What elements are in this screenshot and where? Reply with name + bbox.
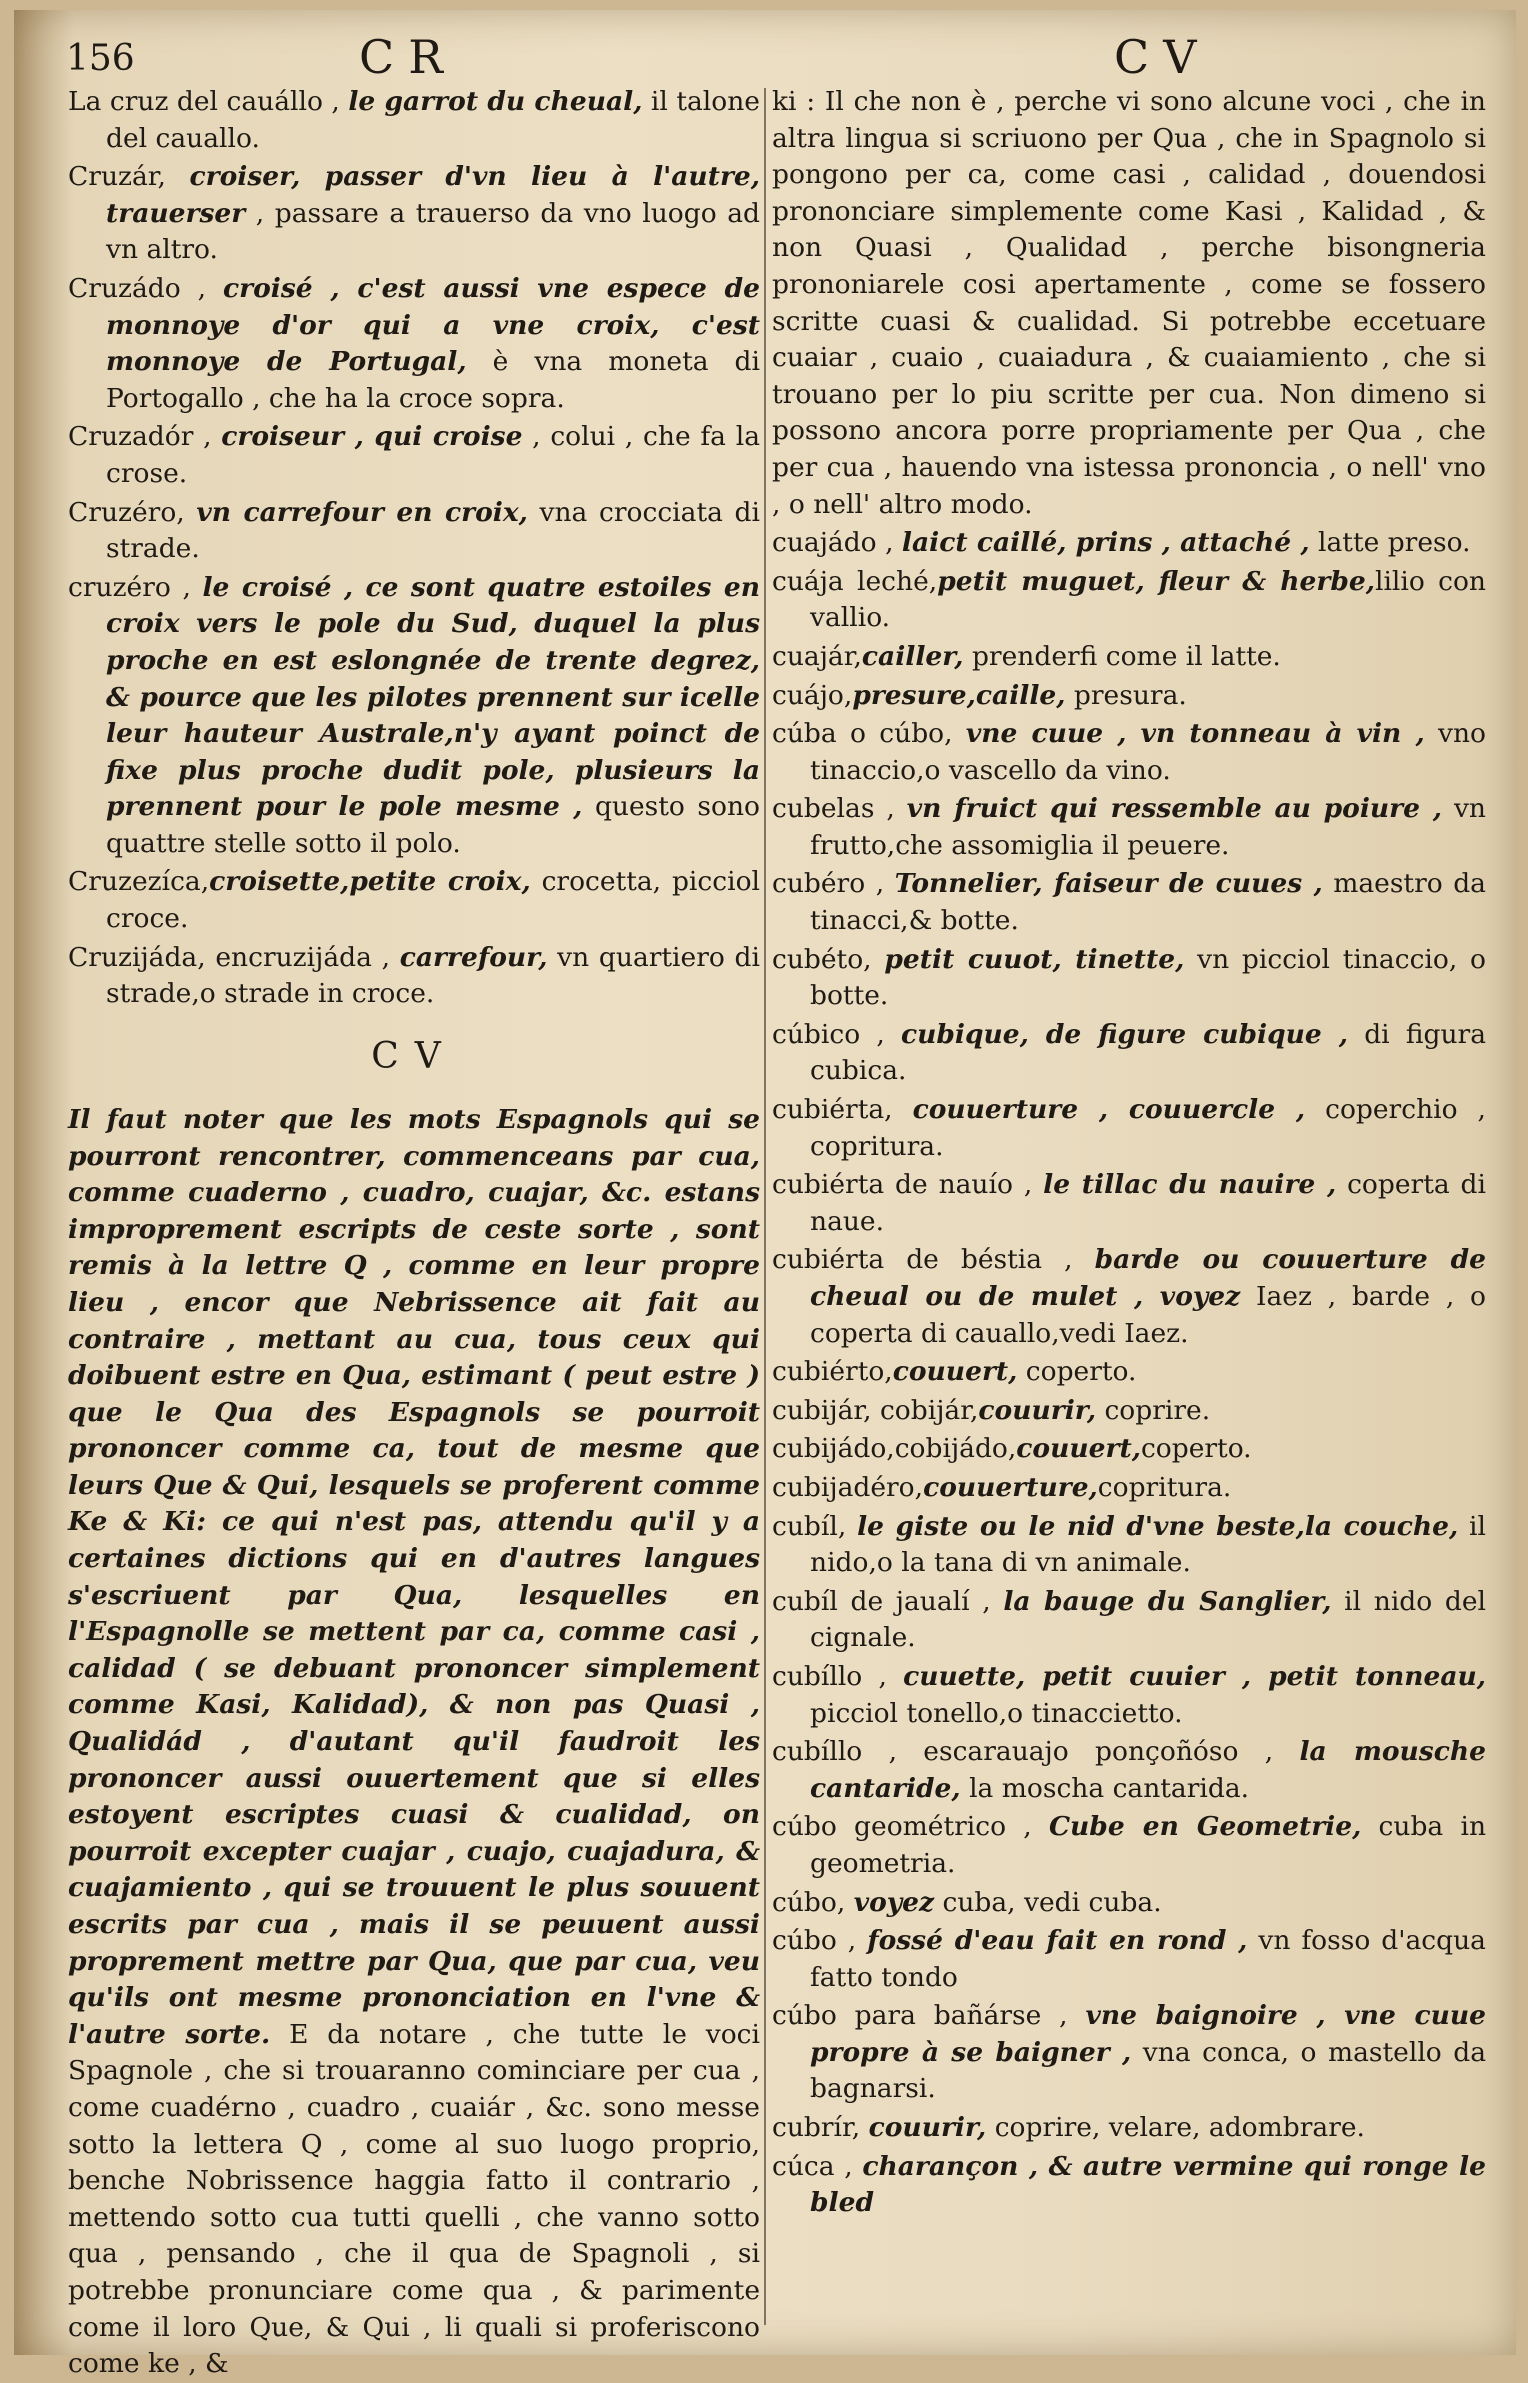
continued-note: ki : Il che non è , perche vi sono alcune voci , che in altra lingua si scriuono per Qua , che in Spagnolo si pongono per ca, come casi , calidad , douendosi prononciare simplemente come Kasi , Kalidad , & non Quasi , Qualidad , perche bisongneria prononiarele cosi apertamente , come se fossero scritte cuasi & cualidad. Si potrebbe eccetuare cuaiar , cuaio , cuaiadura , & cuaiamiento , che si trouano per lo piu scritte per cua. Non dimeno si possono ancora porre propriamente per Qua , che per cua , hauendo vna istessa prononcia , o nell' vno , o nell' altro modo. bbox=[772, 86, 1486, 520]
entry: cubíl, le giste ou le nid d'vne beste,la couche, il nido,o la tana di vn animale. bbox=[772, 1510, 1487, 1579]
entry: Cruzádo , croisé , c'est aussi vne espece de monnoye d'or qui a vne croix, c'est monnoye de Portugal, è vna moneta di Portogallo , che ha la croce sopra. bbox=[68, 272, 760, 414]
entry: cúbo, voyez cuba, vedi cuba. bbox=[772, 1886, 1162, 1918]
entry: Cruzadór , croiseur , qui croise , colui , che fa la crose. bbox=[68, 421, 760, 489]
entry: cubelas , vn fruict qui ressemble au poiure , vn frutto,che assomiglia il peuere. bbox=[772, 793, 1486, 861]
entry: cubrír, couurir, coprire, velare, adombrare. bbox=[772, 2112, 1365, 2144]
running-head-right: CV bbox=[1114, 30, 1211, 84]
entry: cubéro , Tonnelier, faiseur de cuues , maestro da tinacci,& botte. bbox=[772, 868, 1486, 937]
page-header bbox=[14, 28, 1516, 88]
entry: cúca , charançon , & autre vermine qui ronge le bled bbox=[772, 2150, 1486, 2219]
right-column bbox=[772, 84, 1486, 2345]
entry: cuajár,cailler, prenderfi come il latte. bbox=[772, 640, 1281, 672]
entry: cubíl de jaualí , la bauge du Sanglier, il nido del cignale. bbox=[772, 1585, 1486, 1654]
entry: cubijadéro,couuerture,copritura. bbox=[772, 1471, 1232, 1503]
entry: cubijádo,cobijádo,couuert,coperto. bbox=[772, 1433, 1252, 1465]
entry: cúbo para bañárse , vne baignoire , vne cuue propre à se baigner , vna conca, o mastello da bagnarsi. bbox=[772, 2000, 1487, 2105]
entry: cubijár, cobijár,couurir, coprire. bbox=[772, 1394, 1211, 1426]
entry: cubéto, petit cuuot, tinette, vn picciol tinaccio, o botte. bbox=[772, 943, 1486, 1012]
entry: Cruzár, croiser, passer d'vn lieu à l'autre, trauerser , passare a trauerso da vno luogo ad vn altro. bbox=[68, 161, 760, 266]
dictionary-page bbox=[14, 10, 1516, 2380]
entry: Cruzéro, vn carrefour en croix, vna crocciata di strade. bbox=[68, 496, 760, 565]
entry: cuajádo , laict caillé, prins , attaché , latte preso. bbox=[772, 527, 1471, 559]
entry: Cruzijáda, encruzijáda , carrefour, vn quartiero di strade,o strade in croce. bbox=[68, 941, 760, 1010]
entry: cubiérto,couuert, coperto. bbox=[772, 1356, 1137, 1388]
entry: cruzéro , le croisé , ce sont quatre estoiles en croix vers le pole du Sud, duquel la plus proche en est eslongnée de trente degrez, & pource que les pilotes prennent sur icelle leur hauteur Australe,n'y ayant poinct de fixe plus proche dudit pole, plusieurs la prennent pour le pole mesme , questo sono quattre stelle sotto il polo. bbox=[68, 571, 760, 859]
entry: cuája leché,petit muguet, fleur & herbe,lilio con vallio. bbox=[772, 565, 1486, 634]
column-divider bbox=[764, 88, 766, 2325]
entry: cubiérta de nauío , le tillac du nauire , coperta di naue. bbox=[772, 1169, 1486, 1237]
entry: cúba o cúbo, vne cuue , vn tonneau à vin , vno tinaccio,o vascello da vino. bbox=[772, 718, 1486, 786]
left-column bbox=[68, 84, 760, 2380]
page-number: 156 bbox=[66, 38, 135, 79]
entry: cubíllo , escarauajo ponçoñóso , la mousche cantaride, la moscha cantarida. bbox=[772, 1736, 1486, 1804]
running-head-left: CR bbox=[359, 30, 457, 84]
entry: cubiérta de béstia , barde ou couuerture de cheual ou de mulet , voyez Iaez , barde , o coperta di cauallo,vedi Iaez. bbox=[772, 1244, 1486, 1349]
entry: cúbo geométrico , Cube en Geometrie, cuba in geometria. bbox=[772, 1811, 1487, 1879]
section-note: Il faut noter que les mots Espagnols qui se pourront rencontrer, commenceans par cua, comme cuaderno , cuadro, cuajar, &c. estans improprement escripts de ceste sorte , sont remis à la lettre Q , comme en leur propre lieu , encor que Nebrissence ait fait au contraire , mettant au cua, tous ceux qui doibuent estre en Qua, estimant ( peut estre ) que le Qua des Espagnols se pourroit prononcer comme ca, tout de mesme que leurs Que & Qui, lesquels se proferent comme Ke & Ki: ce qui n'est pas, attendu qu'il y a certaines dictions qui en d'autres langues s'escriuent par Qua, lesquelles en l'Espagnolle se mettent par ca, comme casi , calidad ( se debuant prononcer simplement comme Kasi, Kalidad), & non pas Quasi , Qualidád , d'autant qu'il faudroit les prononcer aussi ouuertement que si elles estoyent escriptes cuasi & cualidad, on pourroit excepter cuajar , cuajo, cuajadura, & cuajamiento , qui se trouuent le plus souuent escrits par cua , mais il se peuuent aussi proprement mettre par Qua, que par cua, veu qu'ils ont mesme prononciation en l'vne & l'autre sorte. E da notare , che tutte le voci Spagnole , che si trouaranno cominciare per cua , come cuadérno , cuadro , cuaiár , &c. sono messe sotto la lettera Q , come al suo luogo proprio, benche Nobrissence haggia fatto il contrario , mettendo sotto cua tutti quelli , che vanno sotto qua , pensando , che il qua de Spagnoli , si potrebbe pronunciare come qua , & parimente come il loro Que, & Qui , li quali si proferiscono come ke , & bbox=[68, 1103, 760, 2380]
entry: cubíllo , cuuette, petit cuuier , petit tonneau, picciol tonello,o tinaccietto. bbox=[772, 1660, 1487, 1729]
section-heading: CV bbox=[371, 1035, 457, 1077]
entry: cúbo , fossé d'eau fait en rond , vn fosso d'acqua fatto tondo bbox=[772, 1925, 1486, 1993]
entry: cuájo,presure,caille, presura. bbox=[772, 679, 1187, 711]
entry: La cruz del cauállo , le garrot du cheual, il talone del cauallo. bbox=[68, 86, 760, 154]
entry: cúbico , cubique, de figure cubique , di figura cubica. bbox=[772, 1018, 1486, 1087]
entry: cubiérta, couuerture , couuercle , coperchio , copritura. bbox=[772, 1094, 1486, 1162]
entry: Cruzezíca,croisette,petite croix, crocetta, picciol croce. bbox=[68, 866, 760, 935]
